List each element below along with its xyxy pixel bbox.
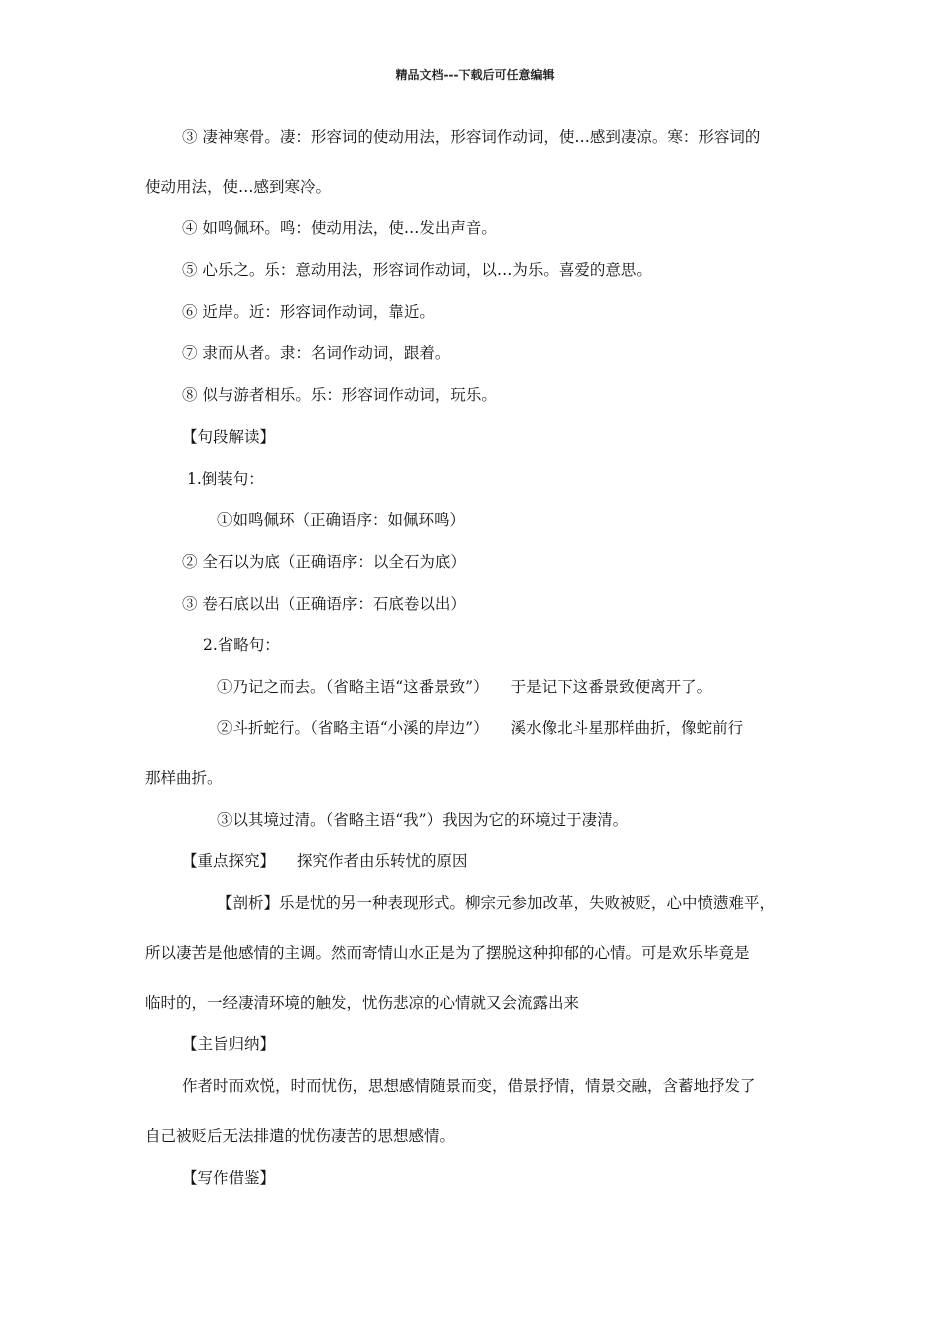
subsection-heading: 1.倒装句： (187, 470, 264, 488)
text-line (182, 851, 468, 871)
section-heading: 【重点探究】 (182, 852, 276, 870)
text-line: ④ 如鸣佩环。鸣：使动用法，使…发出声音。 (182, 219, 497, 237)
section-topic: 探究作者由乐转忧的原因 (297, 852, 468, 870)
sentence: ②斗折蛇行。（省略主语“小溪的岸边”） (217, 719, 489, 737)
text-line: ② 全石以为底（正确语序：以全石为底） (182, 553, 466, 571)
text-line: 所以凄苦是他感情的主调。然而寄情山水正是为了摆脱这种抑郁的心情。可是欢乐毕竟是 (145, 944, 750, 962)
section-heading: 【写作借鉴】 (182, 1169, 276, 1187)
translation: 于是记下这番景致便离开了。 (510, 678, 713, 696)
text-line: 【剖析】乐是忧的另一种表现形式。柳宗元参加改革，失败被贬，心中愤懑难平， (217, 894, 776, 912)
text-line (217, 718, 743, 738)
text-line: 自己被贬后无法排遣的忧伤凄苦的思想感情。 (145, 1127, 456, 1145)
text-line: 那样曲折。 (145, 769, 223, 787)
text-line: ③ 凄神寒骨。凄：形容词的使动用法，形容词作动词，使…感到凄凉。寒：形容词的 (182, 128, 761, 146)
text-line: 临时的，一经凄清环境的触发，忧伤悲凉的心情就又会流露出来 (145, 994, 580, 1012)
text-line: ⑦ 隶而从者。隶：名词作动词，跟着。 (182, 344, 451, 362)
text-line: 使动用法，使…感到寒冷。 (145, 178, 332, 196)
text-line: ⑧ 似与游者相乐。乐：形容词作动词，玩乐。 (182, 386, 497, 404)
subsection-heading: 2.省略句： (203, 636, 280, 654)
text-line: ①如鸣佩环（正确语序：如佩环鸣） (217, 511, 466, 529)
sentence: ①乃记之而去。（省略主语“这番景致”） (217, 678, 489, 696)
text-line: ⑤ 心乐之。乐：意动用法，形容词作动词，以…为乐。喜爱的意思。 (182, 261, 652, 279)
page-header: 精品文档---下载后可任意编辑 (395, 68, 555, 82)
translation: 溪水像北斗星那样曲折，像蛇前行 (510, 719, 744, 737)
text-line (217, 677, 712, 697)
text-line: 作者时而欢悦，时而忧伤，思想感情随景而变，借景抒情，情景交融，含蓄地抒发了 (182, 1077, 756, 1095)
text-line: ③以其境过清。（省略主语“我”）我因为它的环境过于凄清。 (217, 811, 629, 829)
text-line: ⑥ 近岸。近：形容词作动词，靠近。 (182, 303, 435, 321)
text-line: ③ 卷石底以出（正确语序：石底卷以出） (182, 595, 466, 613)
section-heading: 【句段解读】 (182, 428, 276, 446)
section-heading: 【主旨归纳】 (182, 1035, 276, 1053)
